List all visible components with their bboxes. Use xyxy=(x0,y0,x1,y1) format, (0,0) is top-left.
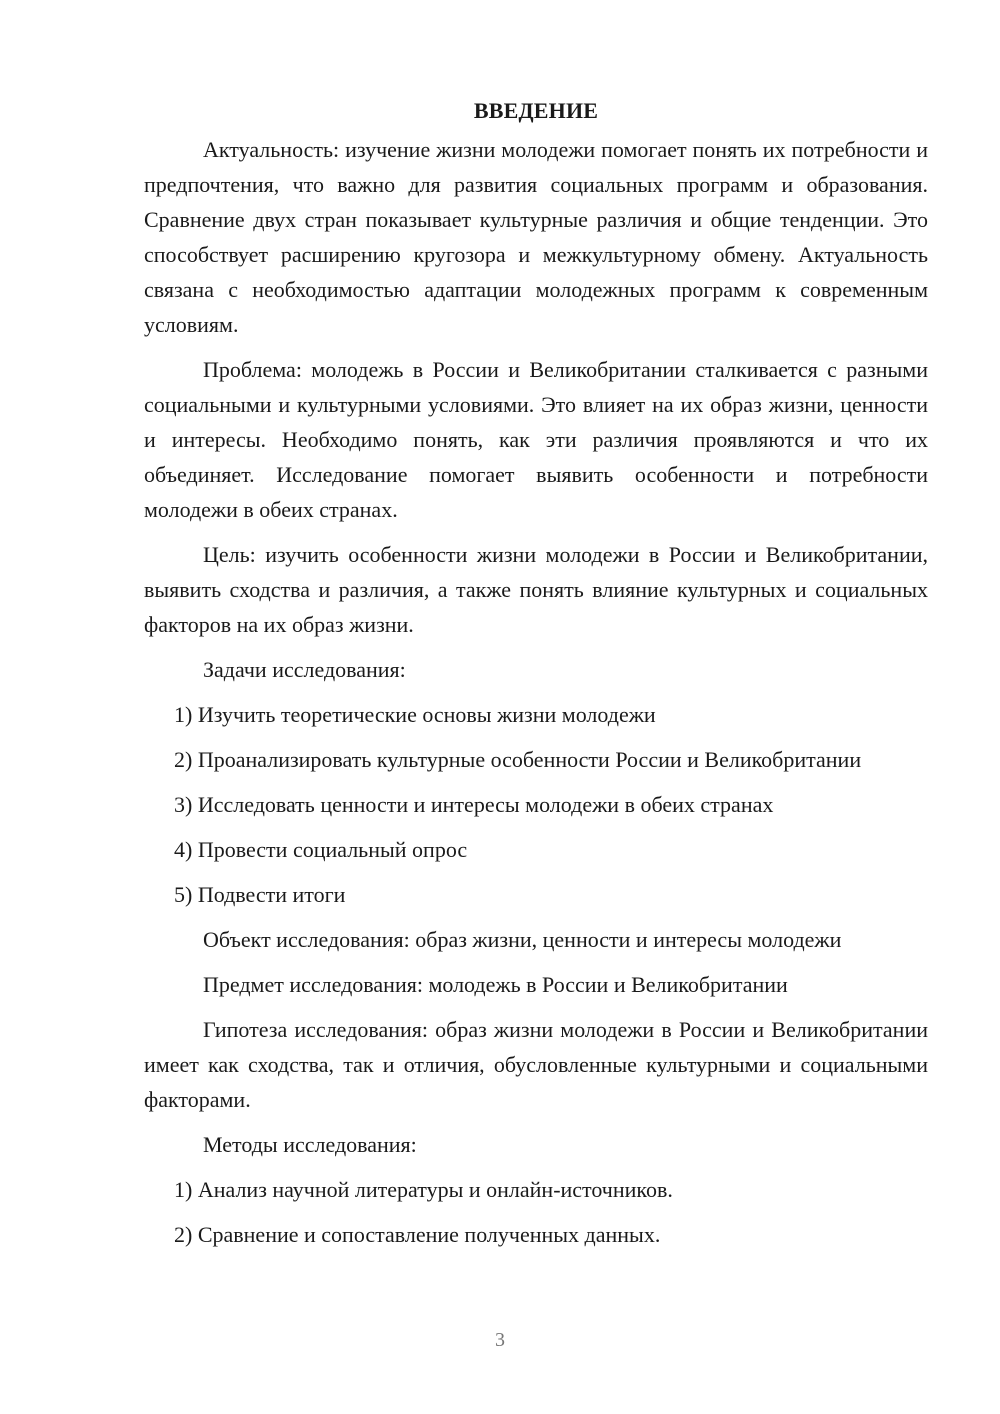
paragraph-relevance: Актуальность: изучение жизни молодежи помогает понять их потребности и предпочтения, что важно для развития социальных программ и образования. Сравнение двух стран показывает культурные различия и общие тенденции. Это способствует расширению кругозора и межкультурному обмену. Актуальность связана с необходимостью адаптации молодежных программ к современным условиям. xyxy=(144,137,928,337)
method-item-1: 1) Анализ научной литературы и онлайн-источников. xyxy=(174,1177,673,1202)
research-subject: Предмет исследования: молодежь в России и Великобритании xyxy=(203,972,788,997)
methods-label: Методы исследования: xyxy=(203,1132,417,1157)
research-object: Объект исследования: образ жизни, ценности и интересы молодежи xyxy=(203,927,842,952)
task-item-3: 3) Исследовать ценности и интересы молодежи в обеих странах xyxy=(174,792,774,817)
paragraph-goal: Цель: изучить особенности жизни молодежи в России и Великобритании, выявить сходства и различия, а также понять влияние культурных и социальных факторов на их образ жизни. xyxy=(144,542,928,637)
page-number: 3 xyxy=(495,1329,505,1351)
task-item-1: 1) Изучить теоретические основы жизни молодежи xyxy=(174,702,656,727)
task-item-5: 5) Подвести итоги xyxy=(174,882,346,907)
document-page xyxy=(144,96,928,1262)
method-item-2: 2) Сравнение и сопоставление полученных данных. xyxy=(174,1222,661,1247)
task-item-2: 2) Проанализировать культурные особенности России и Великобритании xyxy=(174,747,862,772)
tasks-label: Задачи исследования: xyxy=(203,657,406,682)
paragraph-hypothesis: Гипотеза исследования: образ жизни молодежи в России и Великобритании имеет как сходства, так и отличия, обусловленные культурными и социальными факторами. xyxy=(144,1017,928,1112)
section-heading: ВВЕДЕНИЕ xyxy=(473,98,599,123)
paragraph-problem: Проблема: молодежь в России и Великобритании сталкивается с разными социальными и культурными условиями. Это влияет на их образ жизни, ценности и интересы. Необходимо понять, как эти различия проявляются и что их объединяет. Исследование помогает выявить особенности и потребности молодежи в обеих странах. xyxy=(144,357,928,522)
task-item-4: 4) Провести социальный опрос xyxy=(174,837,468,862)
